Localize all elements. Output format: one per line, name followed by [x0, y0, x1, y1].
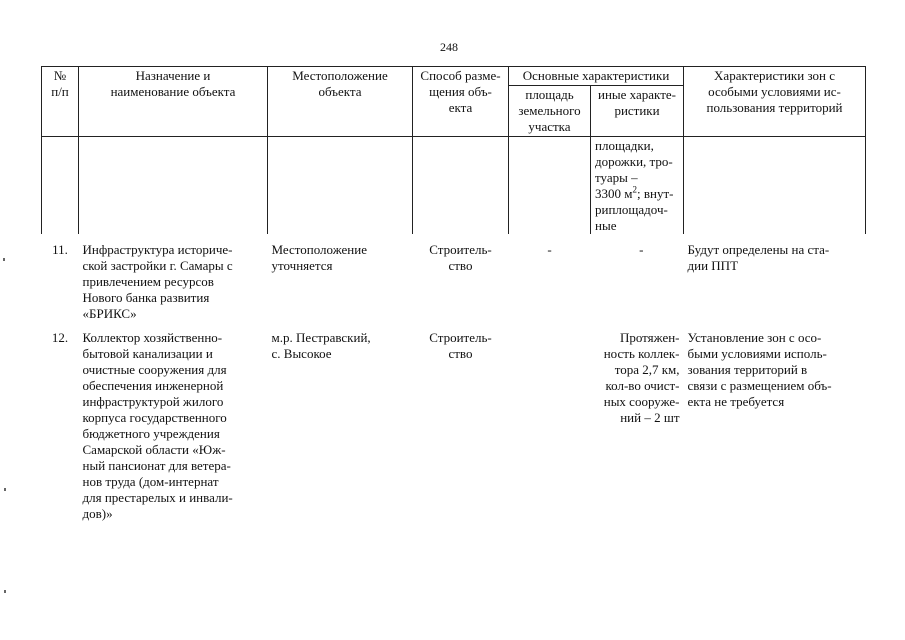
- scan-mark: [4, 590, 6, 593]
- continued-other-superscript: 2: [632, 184, 637, 195]
- table-row: [42, 242, 866, 322]
- continued-other: [591, 137, 684, 235]
- row-12-location: м.р. Пестравский, с. Высокое: [271, 330, 371, 361]
- row-11-zones: Будут определены на ста- дии ППТ: [687, 242, 830, 273]
- row-12-other: Протяжен- ность коллек- тора 2,7 км, кол-во очист- ных сооруже- ний – 2 шт: [603, 330, 680, 425]
- header-area: площадь земельного участка: [509, 86, 591, 137]
- header-zones: Характеристики зон с особыми условиями ис- пользования территорий: [684, 67, 866, 137]
- header-row: [42, 67, 866, 86]
- header-method: Способ разме- щения объ- екта: [413, 67, 509, 137]
- row-11-num: 11.: [52, 242, 68, 257]
- table-row-continued: [42, 137, 866, 235]
- continued-other-text: площадки, дорожки, тро- туары – 3300 м: [595, 138, 673, 201]
- header-name: Назначение и наименование объекта: [79, 67, 268, 137]
- row-11-method: Строитель- ство: [429, 242, 492, 273]
- scan-mark: [3, 258, 5, 261]
- table-row: [42, 330, 866, 522]
- header-location: Местоположение объекта: [268, 67, 413, 137]
- row-12-num: 12.: [51, 330, 69, 345]
- continued-other-text-tail: ; внут- риплощадоч- ные: [595, 186, 674, 233]
- row-12-method: Строитель- ство: [429, 330, 492, 361]
- header-main: Основные характеристики: [509, 67, 684, 86]
- row-12-zones: Установление зон с осо- быми условиями исполь- зования территорий в связи с размещением объ- екта не требуется: [687, 330, 832, 409]
- row-11-name: Инфраструктура историче- ской застройки г. Самары с привлечением ресурсов Нового банка развития «БРИКС»: [82, 242, 233, 321]
- characteristics-table: [41, 66, 866, 522]
- row-12-name: Коллектор хозяйственно- бытовой канализации и очистные сооружения для обеспечения инженерной инфраструктурой жилого корпуса государственного бюджетного учреждения Самарской области «Юж- ный пансионат для ветера- нов труда (дом-интернат для престарелых и инвали- дов)»: [82, 330, 233, 521]
- page-number: 248: [440, 40, 458, 54]
- row-11-other: -: [639, 242, 644, 257]
- header-other: иные характе- ристики: [591, 86, 684, 137]
- row-11-area: -: [547, 242, 552, 257]
- row-12-area: [509, 330, 591, 522]
- header-num: № п/п: [42, 67, 79, 137]
- scan-mark: [4, 488, 6, 491]
- row-11-location: Местоположение уточняется: [271, 242, 367, 273]
